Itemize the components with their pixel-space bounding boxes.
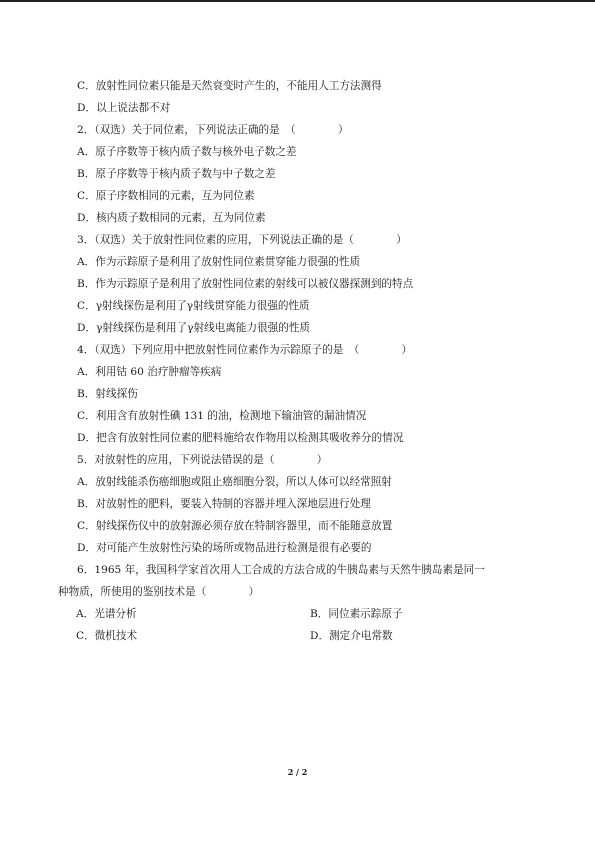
q3-stem: 3．（双选）关于放射性同位素的应用，下列说法正确的是（ ）: [77, 234, 407, 246]
page-number: 2 / 2: [287, 767, 308, 777]
q5-option-d: D．对可能产生放射性污染的场所或物品进行检测是很有必要的: [77, 542, 372, 554]
q6-option-c: C．微机技术: [76, 630, 138, 642]
q4-option-b: B．射线探伤: [77, 388, 138, 400]
q2-stem: 2．（双选）关于同位素，下列说法正确的是 （ ）: [77, 124, 349, 136]
q1-option-c: C．放射性同位素只能是天然衰变时产生的，不能用人工方法测得: [77, 80, 382, 92]
q3-option-c: C．γ射线探伤是利用了γ射线贯穿能力很强的性质: [77, 300, 310, 312]
q5-option-c: C．射线探伤仪中的放射源必须存放在特制容器里，而不能随意放置: [77, 520, 393, 532]
q5-option-a: A．放射线能杀伤癌细胞或阻止癌细胞分裂，所以人体可以经常照射: [77, 476, 392, 488]
q6-option-d: D．测定介电常数: [310, 630, 393, 642]
q5-stem: 5．对放射性的应用，下列说法错误的是（ ）: [77, 454, 328, 466]
q4-option-c: C．利用含有放射性碘 131 的油，检测地下输油管的漏油情况: [77, 410, 367, 422]
q3-option-d: D．γ射线探伤是利用了γ射线电离能力很强的性质: [77, 322, 311, 334]
q2-option-a: A．原子序数等于核内质子数与核外电子数之差: [77, 146, 297, 158]
q6-stem-line-2: 种物质，所使用的鉴别技术是（ ）: [58, 586, 260, 598]
q3-option-b: B．作为示踪原子是利用了放射性同位素的射线可以被仪器探测到的特点: [77, 278, 414, 290]
q4-stem: 4．（双选）下列应用中把放射性同位素作为示踪原子的是 （ ）: [77, 344, 413, 356]
top-border: [0, 0, 595, 2]
q6-option-b: B．同位素示踪原子: [310, 608, 403, 620]
q4-option-d: D．把含有放射性同位素的肥料施给农作物用以检测其吸收养分的情况: [77, 432, 404, 444]
q5-option-b: B．对放射性的肥料，要装入特制的容器并埋入深地层进行处理: [77, 498, 371, 510]
q2-option-d: D．核内质子数相同的元素，互为同位素: [77, 212, 266, 224]
q1-option-d: D．以上说法都不对: [77, 102, 171, 114]
q6-stem-line-1: 6．1965 年，我国科学家首次用人工合成的方法合成的牛胰岛素与天然牛胰岛素是同一: [77, 564, 485, 576]
q2-option-c: C．原子序数相同的元素，互为同位素: [77, 190, 255, 202]
q3-option-a: A．作为示踪原子是利用了放射性同位素贯穿能力很强的性质: [77, 256, 361, 268]
q6-option-a: A．光谱分析: [76, 608, 137, 620]
q2-option-b: B．原子序数等于核内质子数与中子数之差: [77, 168, 276, 180]
q4-option-a: A．利用钴 60 治疗肿瘤等疾病: [77, 366, 222, 378]
